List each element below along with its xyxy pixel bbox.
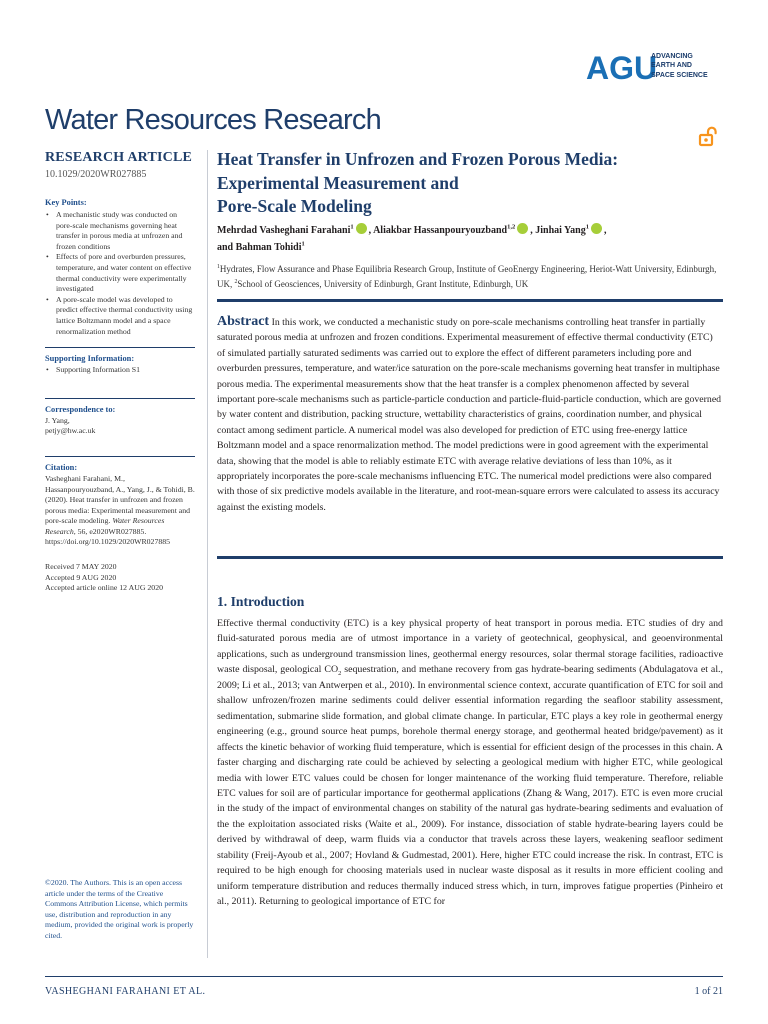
citation-journal: Water Resources Research — [45, 516, 165, 536]
article-title-line: Heat Transfer in Unfrozen and Frozen Porous Media: — [217, 149, 619, 169]
article-title-line: Experimental Measurement and — [217, 172, 459, 193]
sidebar-divider — [45, 456, 195, 457]
author-list — [217, 222, 723, 256]
received-date: Received 7 MAY 2020 — [45, 562, 117, 572]
citation-heading: Citation: — [45, 462, 78, 472]
article-title — [217, 148, 723, 219]
agu-logo-tagline — [651, 52, 708, 80]
key-points-list — [45, 210, 195, 337]
article-sidebar — [45, 150, 195, 594]
author-affil-marker: 1 — [350, 223, 354, 231]
correspondence-heading: Correspondence to: — [45, 404, 116, 414]
agu-tagline-line: EARTH AND — [651, 62, 692, 70]
abstract-bottom-rule — [217, 556, 723, 559]
introduction-text: Effective thermal conductivity (ETC) is a key physical property of heat transport in porous media. ETC studies of dry and fluid-saturated porous media are of utmost importance in a variety of geotechnical, geophysical, and geoenvironmental applications, such as underground transmission lines, geothermal energy resources, solar thermal storage facilities, radioactive waste disposal, geological $CO_2$ sequestration, and methane recovery from gas hydrate-bearing sediments (Abdulagatova et al., 2009; Li et al., 2013; van Antwerpen et al., 2010). In environmental science context, accurate quantification of ETC for soil and shallow unfrozen/frozen marine sediments could deliver essential information regarding the seafloor stability assessment, sedimentation, submarine slide formation, and global climate change. In particular, ETC plays a key role in geothermal energy engineering (e.g., ground source heat pumps, borehole thermal energy storage, and geothermal heated bridge/pavement) as it affects the kinetic behavior of working fluid temperature, which is essential for efficient design of the processes in this chain. A faster charging and discharging rate could be achieved by selecting a geological medium with higher ETC, while geological media with lower ETC values could be chosen for longer maintenance of the working fluid temperature. Therefore, reliable ETC values for soil are of particular importance for geothermal applications (Zhang & Wang, 2017). ETC is even more crucial in the study of the impact of environmental changes on stability of the natural gas hydrate-bearing sediments and evaluation of the the exploitation associated risks (Waite et al., 2009). For instance, dissociation of stable hydrate-bearing layers could be derived by withdrawal of deep, warm fluids via a conductor that travels across these layers, weakening seafloor sediment stability (Freij-Ayoub et al., 2007; Hovland & Gudmestad, 2001). Here, higher ETC could increase the risk. In contrast, ETC is required to be high enough for choosing materials used in nuclear waste disposal as it results in more efficient cooling and uniform temperature distribution and reduces thermally induced stress which, in turn, improves fatigue properties (Pinheiro et al., 2011). Returning to geological importance of ETC for — [217, 618, 723, 908]
agu-tagline-line: SPACE SCIENCE — [651, 71, 708, 79]
citation-volume: , 56, e2020WR027885. — [73, 526, 147, 536]
citation-block — [45, 474, 195, 548]
orcid-icon[interactable] — [356, 223, 367, 234]
key-point-item: • A pore-scale model was developed to predict effective thermal conductivity using lattice Boltzmann model and a space renormalization method — [45, 295, 195, 337]
abstract — [217, 314, 723, 515]
affiliations: $^1$Hydrates, Flow Assurance and Phase Equilibria Research Group, Institute of GeoEnergy Engineering, Heriot-Watt University, Edinburgh, UK, $^2$School of Geosciences, University of Edinburgh, Grant Institute, Edinburgh, UK — [217, 264, 717, 289]
orcid-icon[interactable] — [517, 223, 528, 234]
column-divider — [207, 150, 208, 958]
page-number: 1 of 21 — [694, 986, 723, 997]
citation-url[interactable]: https://doi.org/10.1029/2020WR027885 — [45, 537, 171, 547]
author-name[interactable]: Jinhai Yang — [535, 225, 586, 236]
affiliation-2: School of Geosciences, University of Edinburgh, Grant Institute, Edinburgh, UK — [237, 279, 529, 289]
author-affil-marker: 1 — [585, 223, 589, 231]
running-head: VASHEGHANI FARAHANI ET AL. — [45, 986, 206, 997]
article-doi[interactable]: 10.1029/2020WR027885 — [45, 169, 147, 180]
journal-title: Water Resources Research — [45, 104, 381, 136]
article-type: RESEARCH ARTICLE — [45, 150, 193, 165]
author-separator: , — [603, 225, 607, 236]
key-point-item: • A mechanistic study was conducted on pore-scale mechanisms governing heat transfer in porous media at unfrozen and frozen conditions — [45, 210, 195, 252]
author-name[interactable]: and Bahman Tohidi — [217, 242, 302, 253]
sidebar-divider — [45, 398, 195, 399]
abstract-top-rule — [217, 299, 723, 302]
author-name[interactable]: Aliakbar Hassanpouryouzband — [373, 225, 508, 236]
agu-logo-mark — [586, 49, 658, 86]
supporting-info-item[interactable]: • Supporting Information S1 — [45, 365, 195, 376]
online-date: Accepted article online 12 AUG 2020 — [45, 583, 164, 593]
supporting-info-list — [45, 365, 195, 376]
affiliation-1: Hydrates, Flow Assurance and Phase Equilibria Research Group, Institute of GeoEnergy Engineering, Heriot-Watt University, Edinburgh, UK, — [217, 264, 717, 289]
author-affil-marker: 1,2 — [507, 223, 516, 231]
license-block — [45, 878, 195, 942]
sidebar-divider — [45, 347, 195, 348]
abstract-heading: Abstract — [217, 314, 270, 329]
agu-logo — [586, 49, 716, 86]
citation-text: Vasheghani Farahani, M., Hassanpouryouzband, A., Yang, J., & Tohidi, B. (2020). Heat transfer in unfrozen and frozen porous media: Experimental measurement and pore-scale modeling. — [45, 473, 195, 526]
agu-logo-letters: AGU — [586, 50, 658, 86]
supporting-info-heading: Supporting Information: — [45, 354, 135, 364]
key-points-heading: Key Points: — [45, 198, 87, 207]
author-separator: , — [530, 225, 536, 236]
author-name[interactable]: Mehrdad Vasheghani Farahani — [217, 225, 351, 236]
author-separator: , — [368, 225, 374, 236]
footer-rule — [45, 976, 723, 977]
license-text: ©2020. The Authors. This is an open access article under the terms of the Creative Commons Attribution License, which permits use, distribution and reproduction in any medium, provided the original work is properly cited. — [45, 878, 194, 940]
key-point-item: • Effects of pore and overburden pressures, temperature, and water content on effective thermal conductivity were experimentally investigated — [45, 252, 195, 294]
author-affil-marker: 1 — [301, 240, 305, 248]
section-heading: 1. Introduction — [217, 594, 305, 609]
correspondence-name: J. Yang, — [45, 415, 70, 425]
article-title-line: Pore-Scale Modeling — [217, 196, 372, 217]
open-access-lock-icon[interactable] — [697, 126, 719, 148]
abstract-text: In this work, we conducted a mechanistic study on pore-scale mechanisms controlling heat transfer in partially saturated porous media at unfrozen and frozen conditions. Experimental measurement of effective thermal conductivity (ETC) of simulated partially saturated sediments was carried out to explore the effect of different parameters including pore and overburden pressures, temperature, and water/ice saturation on the pore-scale mechanisms governing heat transfer in multiphase porous media. The experimental measurements show that the heat transfer is a complex phenomenon affected by several important pore-scale mechanisms such as particle-particle conduction and particle-fluid-particle conduction, which are governed by water content and distribution, packing structure, wettability characteristics of grains, coordination number, and physical contact among sediment particle. A numerical model was also developed for prediction of ETC using free-energy lattice Boltzmann model and a space renormalization method. The model predictions were in good agreement with the experimental data, showing that the model is able to reliably estimate ETC with average relative deviations of less than 10%, as it appropriately incorporates the pore-scale mechanisms influencing ETC. The numerical model predictions were also compared with those of six predictive models available in the literature, and root-mean-square errors were calculated to assess its accuracy against the existing models. — [217, 317, 722, 513]
orcid-icon[interactable] — [591, 223, 602, 234]
accepted-date: Accepted 9 AUG 2020 — [45, 572, 117, 582]
agu-tagline-line: ADVANCING — [651, 53, 693, 60]
correspondence-email[interactable]: petjy@hw.ac.uk — [45, 426, 96, 436]
article-dates — [45, 562, 195, 594]
